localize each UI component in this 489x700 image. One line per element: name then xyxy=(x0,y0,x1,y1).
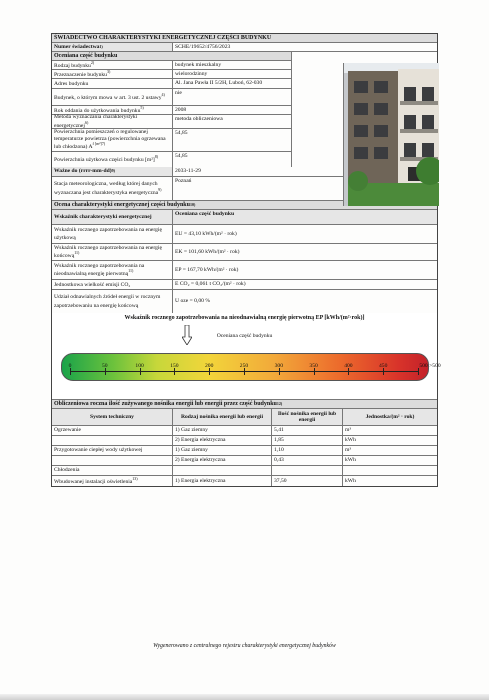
energy-carrier xyxy=(173,466,272,475)
energy-header-unit: Jednostka/(m² · rok) xyxy=(365,413,415,420)
energy-row xyxy=(52,446,437,456)
rating-row xyxy=(52,280,437,290)
scale-tick-label: 250 xyxy=(239,363,249,369)
energy-carrier: 1) Gaz ziemny xyxy=(173,446,272,455)
rating-value: EP = 167,70 kWh/(m² · rok) xyxy=(175,266,239,273)
info-row xyxy=(52,70,291,79)
scale-tick xyxy=(244,368,245,375)
energy-system: Przygotowanie ciepłej wody użytkowej xyxy=(52,446,173,455)
valid-value: 2033-11-29 xyxy=(175,168,201,175)
page-title: ŚWIADECTWO CHARAKTERYSTYKI ENERGETYCZNEJ CZĘŚCI BUDYNKU xyxy=(54,34,272,41)
info-row xyxy=(52,115,291,129)
info-label: Rok oddania do użytkowania budynku$^{5)}$ xyxy=(52,106,173,114)
rating-header-row xyxy=(52,210,437,225)
rating-header-left: Wskaźnik charakterystyki energetycznej xyxy=(52,210,173,224)
info-row xyxy=(52,152,291,167)
rating-value: EK = 101,60 kWh/(m² · rok) xyxy=(175,248,240,255)
scale-tick xyxy=(140,368,141,375)
info-value: 2008 xyxy=(175,107,187,113)
info-value: Al. Jana Pawła II 5/2H, Luboń, 62-030 xyxy=(175,80,263,86)
energy-unit xyxy=(343,466,437,475)
rating-value: E CO₂ = 0,061 t CO₂/(m² · rok) xyxy=(175,281,246,288)
rating-header-right: Oceniana część budynku xyxy=(175,211,235,217)
scale-tick-label: 150 xyxy=(170,363,179,369)
info-value: wielorodzinny xyxy=(175,71,208,77)
scale-tick-label: 350 xyxy=(309,363,318,369)
rating-label: Wskaźnik rocznego zapotrzebowania na nieodnawialną energię pierwotną$^{11)}$ xyxy=(52,261,173,279)
rating-section-title: Ocena charakterystyki energetycznej części budynku 10) xyxy=(54,201,196,208)
info-value: budynek mieszkalny xyxy=(175,62,222,68)
scale-tick-label: 50 xyxy=(102,363,108,369)
energy-amount: 37,50 xyxy=(272,476,343,486)
energy-carrier: 2) Energia elektryczna xyxy=(173,456,272,465)
scale-tick xyxy=(70,368,71,375)
info-value: 54,85 xyxy=(175,130,188,136)
assessed-section-title: Oceniana część budynku xyxy=(54,52,118,59)
ep-scale xyxy=(52,313,441,400)
scale-tick-label: 400 xyxy=(344,363,353,369)
energy-section-title: Obliczeniowa roczna ilość zużywanego nośnika energii lub energii przez część budynku 12) xyxy=(54,400,283,407)
rating-label: Wskaźnik rocznego zapotrzebowania na energię użytkową xyxy=(52,225,173,243)
down-arrow-icon xyxy=(182,325,192,345)
scale-tick xyxy=(418,368,419,375)
info-label: Budynek, o którym mowa w art. 3 ust. 2 ustawy$^{4)}$ xyxy=(52,89,173,105)
scale-tick-label: 200 xyxy=(204,363,214,369)
info-value: metoda obliczeniowa xyxy=(175,116,223,122)
rating-rows xyxy=(52,225,437,313)
energy-unit: m³ xyxy=(345,447,352,454)
certificate-number-row xyxy=(52,43,437,52)
building-photo-svg xyxy=(344,63,439,206)
rating-row xyxy=(52,244,437,261)
upper-section xyxy=(52,34,437,201)
energy-rows xyxy=(52,426,437,486)
title-row xyxy=(52,34,437,43)
energy-system xyxy=(52,456,173,465)
energy-system: Wbudowanej instalacji oświetlenia$^{13)}$ xyxy=(52,476,173,486)
energy-header-carrier: Rodzaj nośnika energii lub energii xyxy=(173,409,272,425)
energy-system: Chłodzenia xyxy=(52,466,173,475)
scale-tick xyxy=(314,368,315,375)
info-label: Metoda wyznaczania charakterystyki energetycznej$^{6)}$ xyxy=(52,115,173,128)
scale-tick xyxy=(209,368,210,375)
energy-unit: kWh xyxy=(345,437,356,444)
info-label: Przeznaczenie budynku$^{3)}$ xyxy=(52,70,173,78)
energy-row xyxy=(52,476,437,486)
energy-carrier: 1) Energia elektryczna xyxy=(173,476,272,486)
energy-carrier: 2) Energia elektryczna xyxy=(173,436,272,445)
energy-amount: 1,85 xyxy=(272,436,343,445)
scale-tick-label: 0 xyxy=(68,363,72,369)
energy-row xyxy=(52,466,437,476)
station-value: Poznań xyxy=(175,178,192,184)
energy-unit: kWh xyxy=(345,457,356,464)
scale-title: Wskaźnik rocznego zapotrzebowania na nieodnawialną energię pierwotną EP [kWh/(m²·rok)] xyxy=(124,315,365,321)
energy-row xyxy=(52,426,437,436)
rating-label: Jednostkowa wielkość emisji CO₂ xyxy=(52,280,173,289)
rating-value: U oze = 0,00 % xyxy=(175,298,210,305)
energy-header-row xyxy=(52,409,437,426)
rating-row xyxy=(52,290,437,313)
scale-tick-label: 100 xyxy=(135,363,144,369)
footer-note: Wygenerowano z centralnego rejestru charakterystyki energetycznej budynków xyxy=(153,643,336,649)
info-value: 54,85 xyxy=(175,153,188,159)
energy-unit: m³ xyxy=(345,427,352,434)
info-label: Powierzchnia użytkowa części budynku $[m^2]^{8)}$ xyxy=(52,152,173,167)
certificate-sheet xyxy=(51,33,441,487)
energy-row xyxy=(52,436,437,446)
scale-tick-label: 500 >500 xyxy=(419,363,441,369)
energy-system xyxy=(52,436,173,445)
scale-tick xyxy=(174,368,175,375)
energy-amount: 5,41 xyxy=(272,426,343,435)
energy-section-header xyxy=(52,400,437,409)
info-label: Powierzchnia pomieszczeń o regulowanej temperaturze powietrza (powierzchnia ogrzewana lub chłodzona) $A^{f [m^2]7)}$ xyxy=(52,129,173,151)
building-photo xyxy=(343,63,439,206)
rating-label: Udział odnawialnych źródeł energii w rocznym zapotrzebowaniu na energię końcową xyxy=(52,290,173,313)
rating-row xyxy=(52,261,437,280)
certificate-number-label: Numer świadectwa 1) xyxy=(52,43,173,51)
energy-amount xyxy=(272,466,343,475)
energy-carrier: 1) Gaz ziemny xyxy=(173,426,272,435)
scale-tick xyxy=(348,368,349,375)
info-row xyxy=(52,61,291,70)
scale-tick-label: 450 xyxy=(378,363,388,369)
energy-unit: kWh xyxy=(345,477,356,484)
info-row xyxy=(52,89,291,106)
energy-amount: 1,10 xyxy=(272,446,343,455)
energy-header-amount: Ilość nośnika energii lub energii xyxy=(272,409,343,425)
valid-label: Ważne do (rrrr-mm-dd) 9) xyxy=(52,167,173,176)
scale-tick xyxy=(383,368,384,375)
energy-amount: 0,43 xyxy=(272,456,343,465)
rating-label: Wskaźnik rocznego zapotrzebowania na energię końcową$^{11)}$ xyxy=(52,244,173,260)
scan-edge xyxy=(0,694,489,700)
info-value: nie xyxy=(175,90,182,96)
scale-tick-label: 300 xyxy=(274,363,283,369)
info-rows xyxy=(52,61,292,167)
info-label: Adres budynku xyxy=(52,79,173,88)
energy-header-system: System techniczny xyxy=(52,409,173,425)
scale-tick xyxy=(279,368,280,375)
info-row xyxy=(52,79,291,89)
rating-row xyxy=(52,225,437,244)
rating-value: EU = 43,10 kWh/(m² · rok) xyxy=(175,230,237,237)
info-row xyxy=(52,129,291,152)
energy-row xyxy=(52,456,437,466)
scale-marker-label: Oceniana część budynku xyxy=(216,333,273,339)
info-label: Rodzaj budynku$^{2)}$ xyxy=(52,61,173,69)
assessed-section-header xyxy=(52,52,292,61)
station-label: Stacja meteorologiczna, według której danych wyznaczana jest charakterystyka energetyczna$^{9)}$ xyxy=(52,177,173,200)
scale-tick xyxy=(105,368,106,375)
certificate-number-value: SCHE/19652/4756/2023 xyxy=(175,43,231,50)
energy-system: Ogrzewanie xyxy=(52,426,173,435)
